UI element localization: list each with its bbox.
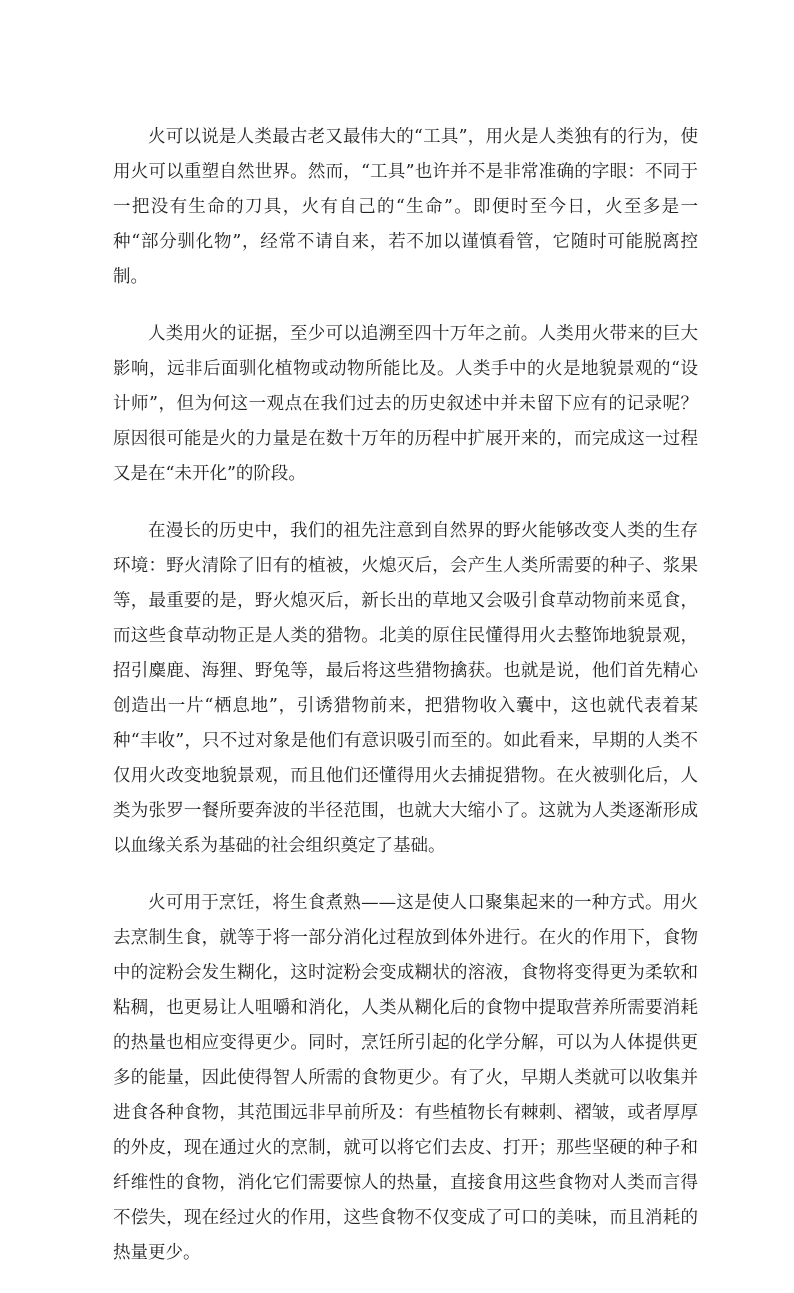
paragraph-3: 在漫长的历史中，我们的祖先注意到自然界的野火能够改变人类的生存环境：野火清除了旧有的植被，火熄灭后，会产生人类所需要的种子、浆果等，最重要的是，野火熄灭后，新长出的草地又会吸引食草动物前来觅食，而这些食草动物正是人类的猎物。北美的原住民懂得用火去整饰地貌景观，招引麋鹿、海狸、野兔等，最后将这些猎物擒获。也就是说，他们首先精心创造出一片“栖息地”，引诱猎物前来，把猎物收入囊中，这也就代表着某种“丰收”，只不过对象是他们有意识吸引而至的。如此看来，早期的人类不仅用火改变地貌景观，而且他们还懂得用火去捕捉猎物。在火被驯化后，人类为张罗一餐所要奔波的半径范围，也就大大缩小了。这就为人类逐渐形成以血缘关系为基础的社会组织奠定了基础。 xyxy=(113,521,698,856)
article-body xyxy=(113,120,698,1293)
paragraph-4: 火可用于烹饪，将生食煮熟——这是使人口聚集起来的一种方式。用火去烹制生食，就等于将一部分消化过程放到体外进行。在火的作用下，食物中的淀粉会发生糊化，这时淀粉会变成糊状的溶液，食物将变得更为柔软和粘稠，也更易让人咀嚼和消化，人类从糊化后的食物中提取营养所需要消耗的热量也相应变得更少。同时，烹饪所引起的化学分解，可以为人体提供更多的能量，因此使得智人所需的食物更少。有了火，早期人类就可以收集并进食各种食物，其范围远非早前所及：有些植物长有棘刺、褶皱，或者厚厚的外皮，现在通过火的烹制，就可以将它们去皮、打开；那些坚硬的种子和纤维性的食物，消化它们需要惊人的热量，直接食用这些食物对人类而言得不偿失，现在经过火的作用，这些食物不仅变成了可口的美味，而且消耗的热量更少。 xyxy=(113,893,698,1263)
paragraph-2: 人类用火的证据，至少可以追溯至四十万年之前。人类用火带来的巨大影响，远非后面驯化植物或动物所能比及。人类手中的火是地貌景观的“设计师”，但为何这一观点在我们过去的历史叙述中并未留下应有的记录呢？原因很可能是火的力量是在数十万年的历程中扩展开来的，而完成这一过程又是在“未开化”的阶段。 xyxy=(113,324,698,484)
paragraph-1: 火可以说是人类最古老又最伟大的“工具”，用火是人类独有的行为，使用火可以重塑自然世界。然而，“工具”也许并不是非常准确的字眼：不同于一把没有生命的刀具，火有自己的“生命”。即便时至今日，火至多是一种“部分驯化物”，经常不请自来，若不加以谨慎看管，它随时可能脱离控制。 xyxy=(113,127,698,287)
